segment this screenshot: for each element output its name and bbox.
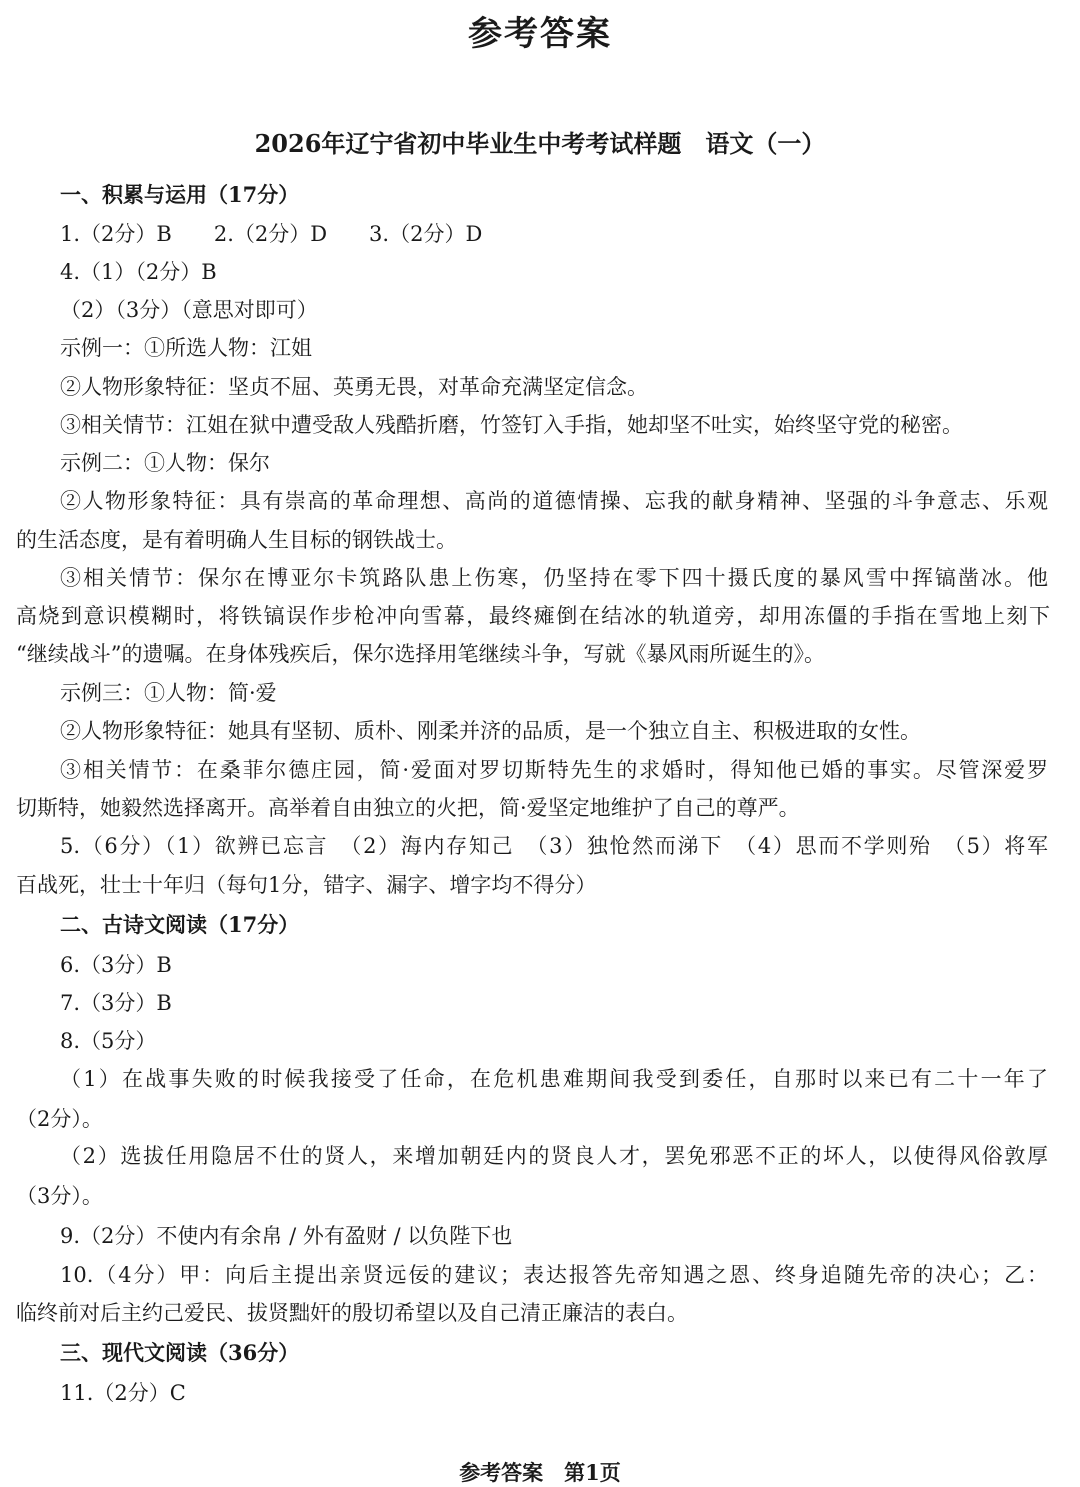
answer-line: 示例二：①人物：保尔 <box>60 451 270 475</box>
answer-line: 切斯特，她毅然选择离开。高举着自由独立的火把，简·爱坚定地维护了自己的尊严。 <box>16 796 800 820</box>
answer-line: 5.（6分）（1）欲辨已忘言 （2）海内存知己 （3）独怆然而涕下 （4）思而不学则殆 （5）将军 <box>60 834 1048 858</box>
answer-line: （2）（3分）（意思对即可） <box>60 298 318 322</box>
answer-line: （2）选拔任用隐居不仕的贤人，来增加朝廷内的贤良人才，罢免邪恶不正的坏人，以使得风俗敦厚 <box>60 1144 1048 1168</box>
answer-line: 百战死，壮士十年归（每句1分，错字、漏字、增字均不得分） <box>16 873 597 897</box>
section-heading: 一、积累与运用（17分） <box>60 182 300 207</box>
section-heading: 二、古诗文阅读（17分） <box>60 912 300 937</box>
answer-line: 的生活态度，是有着明确人生目标的钢铁战士。 <box>16 528 457 552</box>
answer-line: 临终前对后主约己爱民、拔贤黜奸的殷切希望以及自己清正廉洁的表白。 <box>16 1301 688 1325</box>
answer-line: “继续战斗”的遗嘱。在身体残疾后，保尔选择用笔继续斗争，写就《暴风雨所诞生的》。 <box>16 642 825 666</box>
answer-line: 1.（2分）B 2.（2分）D 3.（2分）D <box>60 222 483 246</box>
page-title: 参考答案 <box>468 14 612 54</box>
answer-line: ③相关情节：江姐在狱中遭受敌人残酷折磨，竹签钉入手指，她却坚不吐实，始终坚守党的秘密。 <box>60 413 963 437</box>
section-heading: 三、现代文阅读（36分） <box>60 1340 300 1365</box>
answer-line: 高烧到意识模糊时，将铁镐误作步枪冲向雪幕，最终瘫倒在结冰的轨道旁，却用冻僵的手指在雪地上刻下 <box>16 604 1050 628</box>
answer-line: ②人物形象特征：具有崇高的革命理想、高尚的道德情操、忘我的献身精神、坚强的斗争意志、乐观 <box>60 489 1048 513</box>
answer-line: 11.（2分）C <box>60 1381 186 1405</box>
answer-line: ③相关情节：保尔在博亚尔卡筑路队患上伤寒，仍坚持在零下四十摄氏度的暴风雪中挥镐凿冰。他 <box>60 566 1048 590</box>
answer-line: 示例三：①人物：简·爱 <box>60 681 277 705</box>
answer-line: 4.（1）（2分）B <box>60 260 217 284</box>
answer-line: ③相关情节：在桑菲尔德庄园，简·爱面对罗切斯特先生的求婚时，得知他已婚的事实。尽管深爱罗 <box>60 758 1048 782</box>
answer-line: （3分）。 <box>16 1184 103 1208</box>
answer-line: 6.（3分）B <box>60 953 172 977</box>
answer-line: ②人物形象特征：她具有坚韧、质朴、刚柔并济的品质，是一个独立自主、积极进取的女性。 <box>60 719 921 743</box>
answer-line: 7.（3分）B <box>60 991 172 1015</box>
answer-line: 示例一：①所选人物：江姐 <box>60 336 312 360</box>
page-footer: 参考答案 第1页 <box>459 1460 621 1485</box>
answer-line: 10.（4分）甲：向后主提出亲贤远佞的建议；表达报答先帝知遇之恩、终身追随先帝的决心；乙： <box>60 1263 1048 1287</box>
answer-line: （1）在战事失败的时候我接受了任命，在危机患难期间我受到委任，自那时以来已有二十一年了 <box>60 1067 1048 1091</box>
answer-line: ②人物形象特征：坚贞不屈、英勇无畏，对革命充满坚定信念。 <box>60 375 648 399</box>
answer-line: 8.（5分） <box>60 1029 157 1053</box>
answer-line: （2分）。 <box>16 1107 103 1131</box>
answer-line: 9.（2分）不使内有余帛 / 外有盈财 / 以负陛下也 <box>60 1224 513 1248</box>
exam-subtitle: 2026年辽宁省初中毕业生中考考试样题 语文（一） <box>254 129 826 158</box>
